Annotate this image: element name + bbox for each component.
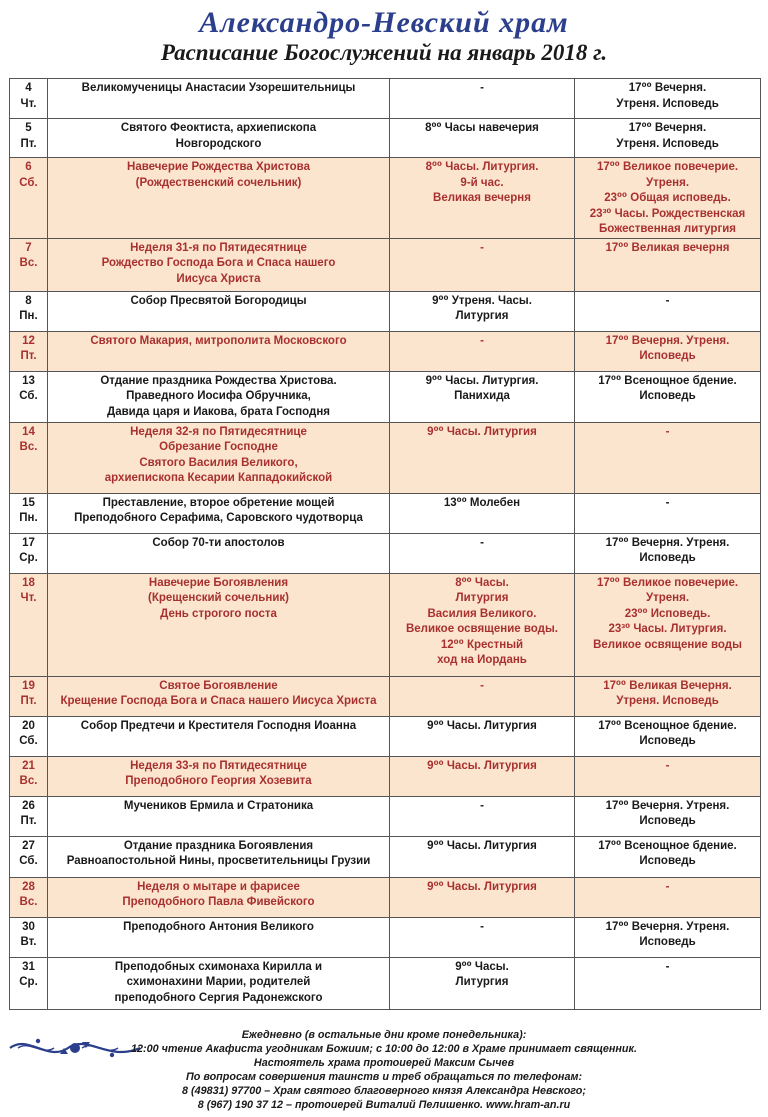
service-line: Исповедь [639, 552, 696, 564]
schedule-row [10, 917, 761, 957]
service-line: 17⁰⁰ Вечерня. Утреня. [605, 920, 730, 933]
feast-cell [48, 158, 390, 239]
morning-service-cell [390, 836, 575, 877]
footer-line: 8 (967) 190 37 12 – протоиерей Виталий Пелишенко. www.hram-an.ru [197, 1099, 571, 1111]
evening-service-cell [575, 756, 761, 796]
weekday: Ср. [19, 552, 38, 564]
schedule-row [10, 877, 761, 917]
weekday: Ср. [19, 976, 38, 988]
service-line: - [480, 241, 484, 254]
feast-line: Мучеников Ермила и Стратоника [123, 799, 314, 812]
service-line: Исповедь [639, 936, 696, 948]
feast-cell [48, 493, 390, 533]
date-cell [10, 796, 48, 836]
footer-line: По вопросам совершения таинств и треб обращаться по телефонам: [185, 1071, 583, 1083]
day-number: 8 [25, 294, 32, 307]
feast-line: Святого Макария, митрополита Московского [90, 334, 347, 347]
service-line: 9⁰⁰ Часы. Литургия [427, 880, 537, 893]
schedule-row [10, 422, 761, 493]
feast-cell [48, 291, 390, 331]
day-number: 13 [22, 374, 35, 387]
evening-service-cell [575, 238, 761, 291]
date-cell [10, 422, 48, 493]
schedule-subtitle: Расписание Богослужений на январь 2018 г. [160, 40, 608, 65]
morning-service-cell [390, 716, 575, 756]
morning-service-cell [390, 917, 575, 957]
morning-service-cell [390, 796, 575, 836]
service-line: 23⁰⁰ Общая исповедь. [604, 192, 731, 204]
service-line: - [665, 759, 670, 772]
evening-service-cell [575, 158, 761, 239]
service-line: - [665, 425, 670, 438]
day-number: 18 [22, 576, 35, 589]
service-line: Утреня. Исповедь [616, 97, 719, 110]
feast-line: Отдание праздника Рождества Христова. [100, 374, 337, 387]
feast-line: (Крещенский сочельник) [148, 592, 289, 604]
schedule-row [10, 676, 761, 716]
feast-line: Преподобного Серафима, Саровского чудотворца [74, 512, 363, 524]
feast-cell [48, 573, 390, 676]
day-number: 4 [25, 82, 32, 94]
feast-line: Преподобного Павла Фивейского [122, 896, 315, 908]
feast-cell [48, 676, 390, 716]
feast-line: Неделя о мытаре и фарисее [137, 880, 300, 893]
day-number: 7 [25, 241, 32, 254]
feast-line: Навечерие Рождества Христова [127, 161, 310, 173]
evening-service-cell [575, 371, 761, 422]
feast-cell [48, 756, 390, 796]
morning-service-cell [390, 79, 575, 119]
feast-line: Иисуса Христа [176, 272, 261, 285]
feast-line: Крещение Господа Бога и Спаса нашего Иисуса Христа [60, 695, 377, 707]
service-line: 17⁰⁰ Вечерня. [628, 82, 707, 94]
day-number: 27 [22, 839, 35, 852]
service-line: Утреня. Исповедь [616, 695, 719, 707]
evening-service-cell [575, 716, 761, 756]
feast-line: Неделя 31-я по Пятидесятнице [130, 241, 307, 254]
feast-line: День строгого поста [160, 607, 277, 620]
service-line: Исповедь [639, 855, 696, 867]
feast-line: Отдание праздника Богоявления [123, 839, 314, 852]
service-line: 9⁰⁰ Часы. Литургия [427, 425, 537, 438]
feast-line: архиепископа Кесарии Каппадокийской [104, 472, 333, 484]
service-line: 9⁰⁰ Часы. [455, 960, 509, 973]
service-line: 17⁰⁰ Вечерня. Утреня. [605, 536, 730, 549]
schedule-row [10, 158, 761, 239]
evening-service-cell [575, 573, 761, 676]
service-line: Великое освящение воды. [405, 623, 558, 635]
feast-line: Неделя 32-я по Пятидесятнице [130, 425, 307, 438]
schedule-row [10, 836, 761, 877]
date-cell [10, 877, 48, 917]
feast-line: (Рождественский сочельник) [135, 176, 302, 189]
service-line: 8⁰⁰ Часы. Литургия. [425, 161, 539, 173]
morning-service-cell [390, 291, 575, 331]
day-number: 20 [22, 719, 35, 732]
date-cell [10, 238, 48, 291]
service-line: 13⁰⁰ Молебен [443, 496, 521, 509]
service-line: 17⁰⁰ Вечерня. [628, 122, 707, 134]
schedule-row [10, 756, 761, 796]
date-cell [10, 371, 48, 422]
service-line: 23³⁰ Часы. Рождественская [589, 207, 746, 220]
service-line: Великое освящение воды [593, 638, 742, 651]
service-line: Литургия [455, 310, 509, 322]
morning-service-cell [390, 676, 575, 716]
evening-service-cell [575, 957, 761, 1009]
service-line: 17⁰⁰ Вечерня. Утреня. [605, 334, 730, 347]
service-line: 17⁰⁰ Великая Вечерня. [603, 679, 732, 692]
morning-service-cell [390, 756, 575, 796]
weekday: Пн. [19, 310, 38, 322]
footer-line: 12:00 чтение Акафиста угодникам Божиим; с 10:00 до 12:00 в Храме принимает священник. [131, 1043, 637, 1055]
morning-service-cell [390, 422, 575, 493]
day-number: 12 [22, 334, 35, 347]
feast-cell [48, 957, 390, 1009]
weekday: Пт. [20, 695, 37, 707]
service-line: Божественная литургия [598, 223, 737, 235]
evening-service-cell [575, 291, 761, 331]
evening-service-cell [575, 676, 761, 716]
feast-cell [48, 371, 390, 422]
service-line: - [665, 960, 670, 973]
feast-line: Навечерие Богоявления [148, 576, 289, 589]
service-line: 17⁰⁰ Всенощное бдение. [598, 719, 737, 732]
service-line: 9⁰⁰ Часы. Литургия [427, 719, 537, 732]
service-line: Утреня. [645, 592, 690, 604]
service-line: 23⁰⁰ Исповедь. [624, 607, 711, 620]
feast-line: Святого Феоктиста, архиепископа [120, 122, 317, 134]
date-cell [10, 917, 48, 957]
schedule-row [10, 371, 761, 422]
morning-service-cell [390, 957, 575, 1009]
date-cell [10, 119, 48, 158]
evening-service-cell [575, 331, 761, 371]
evening-service-cell [575, 836, 761, 877]
service-line: Литургия [455, 592, 509, 604]
date-cell [10, 158, 48, 239]
morning-service-cell [390, 371, 575, 422]
schedule-row [10, 533, 761, 573]
weekday: Вс. [19, 775, 38, 787]
service-line: - [480, 799, 484, 812]
evening-service-cell [575, 533, 761, 573]
service-line: Исповедь [639, 735, 696, 747]
service-line: 12⁰⁰ Крестный [440, 638, 524, 651]
day-number: 31 [22, 960, 35, 973]
service-line: Исповедь [639, 815, 696, 827]
feast-line: Праведного Иосифа Обручника, [126, 390, 311, 402]
evening-service-cell [575, 796, 761, 836]
feast-line: Собор 70-ти апостолов [152, 536, 285, 549]
weekday: Вс. [19, 896, 38, 908]
morning-service-cell [390, 493, 575, 533]
service-line: 8⁰⁰ Часы. [455, 576, 509, 589]
service-line: 9⁰⁰ Часы. Литургия [427, 759, 537, 772]
date-cell [10, 291, 48, 331]
feast-cell [48, 422, 390, 493]
service-line: - [480, 82, 484, 94]
service-line: 17⁰⁰ Всенощное бдение. [598, 374, 737, 387]
schedule-row [10, 291, 761, 331]
footer-line: Настоятель храма протоиерей Максим Сычев [253, 1057, 515, 1069]
feast-line: Обрезание Господне [159, 441, 278, 453]
service-line: 17⁰⁰ Вечерня. Утреня. [605, 799, 730, 812]
weekday: Чт. [20, 592, 37, 604]
feast-line: Собор Пресвятой Богородицы [130, 294, 307, 307]
service-line: Утреня. Исповедь [616, 137, 719, 150]
day-number: 30 [22, 920, 35, 933]
weekday: Сб. [19, 390, 38, 402]
day-number: 28 [22, 880, 35, 893]
morning-service-cell [390, 238, 575, 291]
service-line: Литургия [455, 976, 509, 988]
footer-info [0, 1028, 768, 1112]
schedule-row [10, 119, 761, 158]
date-cell [10, 836, 48, 877]
feast-cell [48, 796, 390, 836]
feast-line: Святого Василия Великого, [139, 456, 298, 469]
schedule-row [10, 796, 761, 836]
feast-line: Равноапостольной Нины, просветительницы Грузии [66, 855, 371, 867]
footer-line: Ежедневно (в остальные дни кроме понедельника): [241, 1029, 527, 1041]
weekday: Сб. [19, 855, 38, 867]
feast-cell [48, 836, 390, 877]
feast-cell [48, 119, 390, 158]
morning-service-cell [390, 573, 575, 676]
service-line: Исповедь [639, 390, 696, 402]
day-number: 6 [25, 161, 32, 173]
service-line: Панихида [454, 390, 510, 402]
feast-line: Давида царя и Иакова, брата Господня [107, 405, 330, 418]
feast-line: схимонахини Марии, родителей [126, 976, 311, 988]
date-cell [10, 957, 48, 1009]
service-line: - [480, 679, 484, 692]
date-cell [10, 716, 48, 756]
service-line: 17⁰⁰ Великое повечерие. [596, 161, 739, 173]
day-number: 26 [22, 799, 35, 812]
service-line: Великая вечерня [433, 192, 531, 204]
evening-service-cell [575, 79, 761, 119]
morning-service-cell [390, 533, 575, 573]
service-line: 17⁰⁰ Великая вечерня [605, 241, 730, 254]
feast-line: преподобного Сергия Радонежского [114, 991, 323, 1004]
feast-cell [48, 331, 390, 371]
morning-service-cell [390, 331, 575, 371]
service-line: 9⁰⁰ Часы. Литургия. [425, 374, 539, 387]
date-cell [10, 493, 48, 533]
feast-cell [48, 917, 390, 957]
weekday: Вс. [19, 257, 38, 269]
schedule-row [10, 493, 761, 533]
service-line: Утреня. [645, 176, 690, 189]
service-line: - [665, 294, 670, 307]
evening-service-cell [575, 422, 761, 493]
service-line: 17⁰⁰ Всенощное бдение. [598, 839, 737, 852]
service-line: - [480, 920, 484, 933]
service-line: - [480, 334, 484, 347]
day-number: 17 [22, 536, 35, 549]
evening-service-cell [575, 877, 761, 917]
service-line: - [665, 880, 670, 893]
service-line: 9-й час. [460, 176, 504, 189]
schedule-row [10, 957, 761, 1009]
feast-cell [48, 79, 390, 119]
schedule-row [10, 331, 761, 371]
service-line: - [480, 536, 484, 549]
date-cell [10, 331, 48, 371]
feast-line: Преподобного Антония Великого [123, 920, 314, 933]
feast-line: Неделя 33-я по Пятидесятнице [130, 759, 307, 772]
day-number: 15 [22, 496, 35, 509]
morning-service-cell [390, 158, 575, 239]
feast-line: Преставление, второе обретение мощей [102, 496, 335, 509]
weekday: Вт. [20, 936, 37, 948]
schedule-body [10, 79, 761, 1010]
date-cell [10, 79, 48, 119]
feast-line: Новгородского [175, 137, 262, 150]
feast-line: Преподобных схимонаха Кирилла и [114, 960, 323, 973]
feast-line: Рождество Господа Бога и Спаса нашего [101, 257, 336, 269]
date-cell [10, 676, 48, 716]
feast-line: Преподобного Георгия Хозевита [125, 775, 312, 787]
weekday: Вс. [19, 441, 38, 453]
weekday: Чт. [20, 97, 37, 110]
service-line: - [665, 496, 670, 509]
feast-cell [48, 716, 390, 756]
service-line: Василия Великого. [427, 607, 537, 620]
weekday: Пт. [20, 815, 37, 827]
feast-line: Великомученицы Анастасии Узорешительницы [81, 82, 356, 94]
date-cell [10, 533, 48, 573]
evening-service-cell [575, 493, 761, 533]
schedule-row [10, 716, 761, 756]
day-number: 5 [25, 122, 32, 134]
evening-service-cell [575, 917, 761, 957]
evening-service-cell [575, 119, 761, 158]
feast-cell [48, 238, 390, 291]
schedule-row [10, 238, 761, 291]
day-number: 19 [22, 679, 35, 692]
weekday: Пт. [20, 350, 37, 362]
date-cell [10, 573, 48, 676]
footer-line: 8 (49831) 97700 – Храм святого благоверного князя Александра Невского; [181, 1085, 586, 1097]
schedule-row [10, 573, 761, 676]
service-line: 8⁰⁰ Часы навечерия [425, 122, 539, 134]
day-number: 14 [22, 425, 35, 438]
date-cell [10, 756, 48, 796]
feast-line: Собор Предтечи и Крестителя Господня Иоанна [80, 719, 357, 732]
weekday: Пт. [20, 137, 37, 150]
church-title: Александро-Невский храм [199, 6, 569, 39]
schedule-table [9, 78, 761, 1010]
feast-cell [48, 877, 390, 917]
day-number: 21 [22, 759, 35, 772]
service-line: 9⁰⁰ Часы. Литургия [427, 839, 537, 852]
service-line: Исповедь [639, 350, 696, 362]
feast-cell [48, 533, 390, 573]
service-line: ход на Иордань [437, 654, 527, 666]
schedule-row [10, 79, 761, 119]
weekday: Сб. [19, 735, 38, 747]
morning-service-cell [390, 119, 575, 158]
service-line: 23³⁰ Часы. Литургия. [608, 623, 727, 635]
weekday: Сб. [19, 176, 38, 189]
service-line: 9⁰⁰ Утреня. Часы. [432, 294, 532, 307]
weekday: Пн. [19, 512, 38, 524]
morning-service-cell [390, 877, 575, 917]
feast-line: Святое Богоявление [159, 679, 278, 692]
service-line: 17⁰⁰ Великое повечерие. [596, 576, 739, 589]
